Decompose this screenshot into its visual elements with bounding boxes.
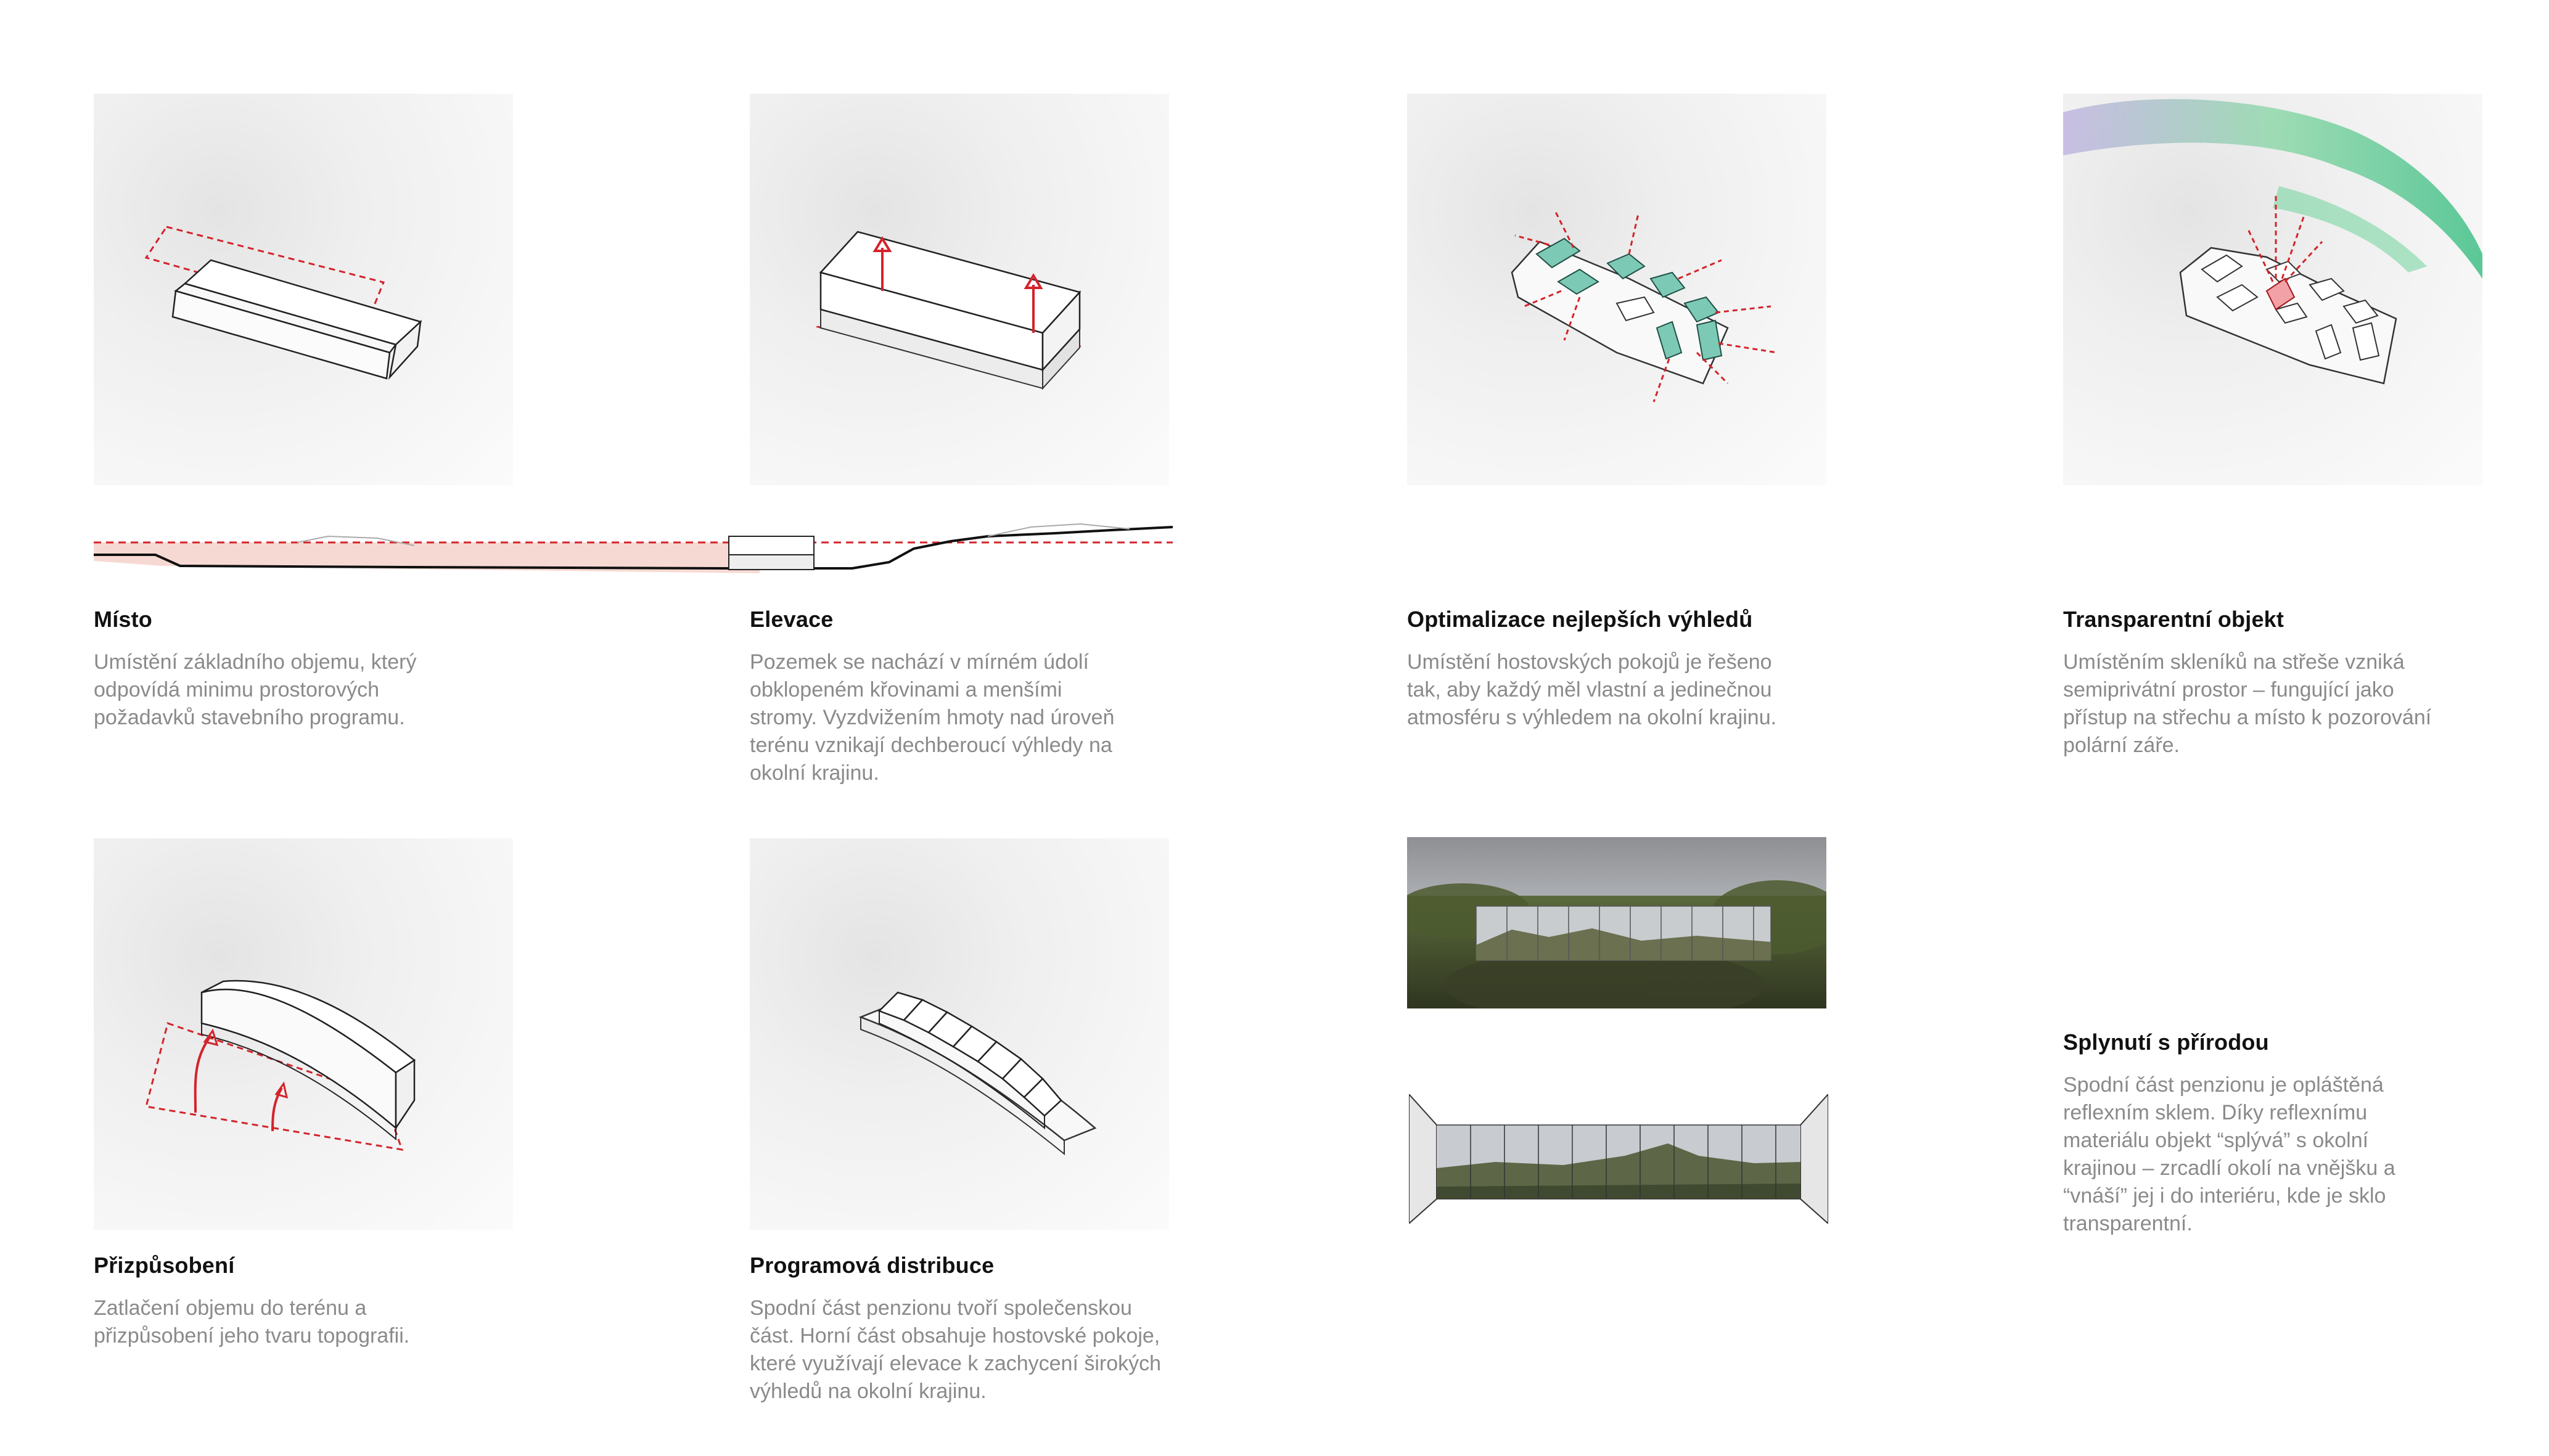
caption-splynuti-title: Splynutí s přírodou [2063,1029,2269,1055]
text-line: transparentní. [2063,1212,2193,1235]
text-line: semiprivátní prostor – fungující jako [2063,678,2394,701]
text-line: přístup na střechu a místo k pozorování [2063,706,2432,729]
text-line: Spodní část penzionu je opláštěná [2063,1073,2384,1097]
caption-transparentni [2063,607,2507,759]
text-line: Pozemek se nachází v mírném údolí [750,650,1089,674]
text-line: okolní krajinu. [750,761,879,785]
photo-glass-interior [1409,1094,1828,1224]
text-line: výhledů na okolní krajinu. [750,1380,987,1403]
caption-transparentni-text [2063,648,2507,759]
aurora-curl [2273,186,2427,272]
text-line: přizpůsobení jeho tvaru topografii. [94,1324,410,1348]
text-line: krajinou – zrcadlí okolí na vnějšku a [2063,1156,2395,1180]
diagram-site-placement [94,94,513,485]
view-arrow-5 [1629,214,1638,254]
curved-volume-end [396,1060,414,1128]
text-line: které využívají elevace k zachycení širokých [750,1352,1162,1375]
photo-reflective-exterior-drawing [1407,837,1826,1008]
interior-right-wall [1800,1094,1828,1224]
diagram-elevation [750,94,1169,485]
caption-misto [94,607,538,732]
photo-glass-interior-drawing [1409,1094,1828,1224]
site-placement-drawing [94,94,513,485]
text-line: “vnáší” jej i do interiéru, kde je sklo [2063,1184,2386,1208]
text-line: Spodní část penzionu tvoří společenskou [750,1296,1132,1320]
press-arrow-left [195,1036,211,1113]
view-arrow-7 [1715,306,1771,313]
caption-elevace-text [750,648,1194,787]
section-building-lower [729,555,814,570]
text-line: terénu vznikají dechberoucí výhledy na [750,734,1112,757]
caption-transparentni-title: Transparentní objekt [2063,607,2284,632]
text-line: materiálu objekt “splývá” s okolní [2063,1129,2369,1152]
diagram-program-distribution [750,838,1169,1230]
text-line: polární záře. [2063,734,2180,757]
elevation-drawing [750,94,1169,485]
caption-splynuti [2063,1029,2507,1238]
text-line: reflexním sklem. Díky reflexnímu [2063,1101,2368,1124]
caption-elevace [750,607,1194,787]
curved-volume-front [202,989,396,1128]
text-line: část. Horní část obsahuje hostovské pokoje, [750,1324,1160,1348]
caption-splynuti-text [2063,1071,2507,1238]
caption-misto-text [94,648,538,732]
caption-elevace-title: Elevace [750,607,834,632]
view-arrow-6 [1678,260,1722,279]
transparent-object-drawing [2063,94,2482,485]
caption-misto-title: Místo [94,607,152,632]
program-upper-rooms [879,992,1061,1116]
caption-programova-title: Programová distribuce [750,1253,995,1278]
terrain-section [94,518,1173,579]
text-line: odpovídá minimu prostorových [94,678,380,701]
caption-programova [750,1253,1194,1405]
text-line: Umístění hostovských pokojů je řešeno [1407,650,1772,674]
text-line: obklopeném křovinami a menšími [750,678,1062,701]
diagram-view-optimization [1407,94,1826,485]
text-line: tak, aby každý měl vlastní a jedinečnou [1407,678,1772,701]
text-line: požadavků stavebního programu. [94,706,405,729]
view-optimization-drawing [1407,94,1826,485]
caption-optimalizace [1407,607,1851,732]
text-line: stromy. Vyzdvižením hmoty nad úroveň [750,706,1115,729]
adaptation-drawing [94,838,513,1230]
caption-prizpusobeni-title: Přizpůsobení [94,1253,235,1278]
aurora-band [2063,99,2482,279]
caption-optimalizace-text [1407,648,1851,732]
text-line: Zatlačení objemu do terénu a [94,1296,367,1320]
section-building-upper [729,536,814,555]
diagram-transparent-object [2063,94,2482,485]
diagram-adaptation [94,838,513,1230]
caption-prizpusobeni-text [94,1294,538,1350]
text-line: atmosféru s výhledem na okolní krajinu. [1407,706,1777,729]
photo-reflective-exterior [1407,837,1826,1008]
text-line: Umístěním skleníků na střeše vzniká [2063,650,2405,674]
view-arrow-8 [1718,343,1777,353]
caption-prizpusobeni [94,1253,538,1350]
caption-optimalizace-title: Optimalizace nejlepších výhledů [1407,607,1753,632]
caption-programova-text [750,1294,1194,1405]
program-distribution-drawing [750,838,1169,1230]
interior-left-wall [1409,1094,1437,1224]
program-lower-base [861,1005,1095,1140]
text-line: Umístění základního objemu, který [94,650,417,674]
